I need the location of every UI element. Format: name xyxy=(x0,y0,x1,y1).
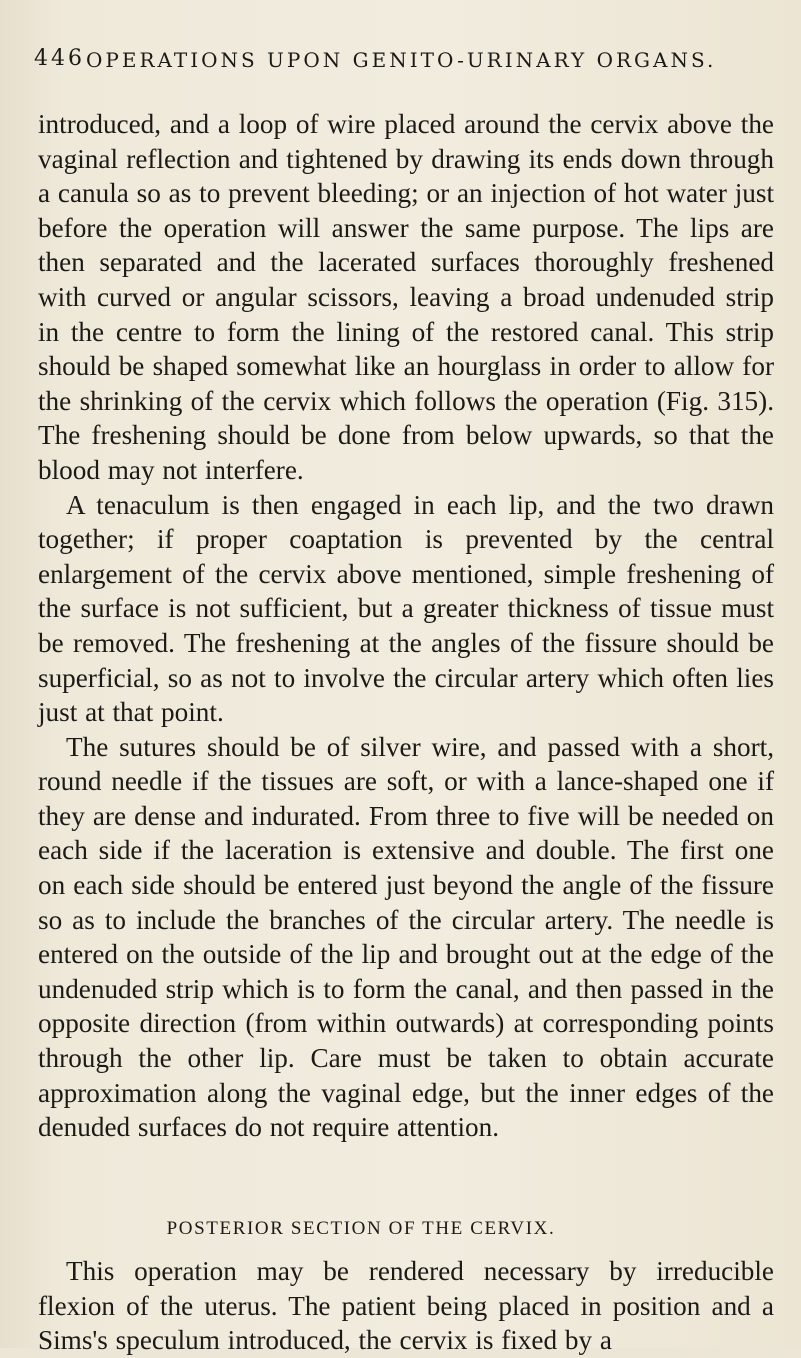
running-head-title: OPERATIONS UPON GENITO-URINARY ORGANS. xyxy=(86,48,717,72)
section-text xyxy=(38,1254,774,1358)
paragraph: introduced, and a loop of wire placed around the cervix above the vaginal reflection and tightened by drawing its ends down through a canula so as to prevent bleeding; or an injection of hot water just before the operation will answer the same purpose. The lips are then separated and the lacerated surfaces thoroughly freshened with curved or angular scissors, leaving a broad undenuded strip in the centre to form the lining of the restored canal. This strip should be shaped somewhat like an hourglass in order to allow for the shrinking of the cervix which follows the operation (Fig. 315). The freshening should be done from below upwards, so that the blood may not interfere. xyxy=(38,109,774,485)
section-heading: POSTERIOR SECTION OF THE CERVIX. xyxy=(166,1218,556,1239)
paragraph: A tenaculum is then engaged in each lip, and the two drawn together; if proper coaptation is prevented by the central enlargement of the cervix above mentioned, simple freshening of the surface is not sufficient, but a greater thickness of tissue must be removed. The freshening at the angles of the fissure should be superficial, so as not to involve the circular artery which often lies just at that point. xyxy=(38,489,774,728)
paragraph: The sutures should be of silver wire, and passed with a short, round needle if the tissues are soft, or with a lance-shaped one if they are dense and indurated. From three to five will be needed on each side if the laceration is extensive and double. The first one on each side should be entered just beyond the angle of the fissure so as to include the branches of the circular artery. The needle is entered on the outside of the lip and brought out at the edge of the undenuded strip which is to form the canal, and then passed in the opposite direction (from within outwards) at corresponding points through the other lip. Care must be taken to obtain accurate approximation along the vaginal edge, but the inner edges of the denuded surfaces do not require attention. xyxy=(38,731,774,1143)
main-text xyxy=(38,107,774,1145)
page-number: 446 xyxy=(34,46,85,71)
paragraph: This operation may be rendered necessary by irreducible flexion of the uterus. The patient being placed in position and a Sims's speculum introduced, the cervix is fixed by a xyxy=(38,1256,774,1356)
running-head xyxy=(34,46,776,76)
